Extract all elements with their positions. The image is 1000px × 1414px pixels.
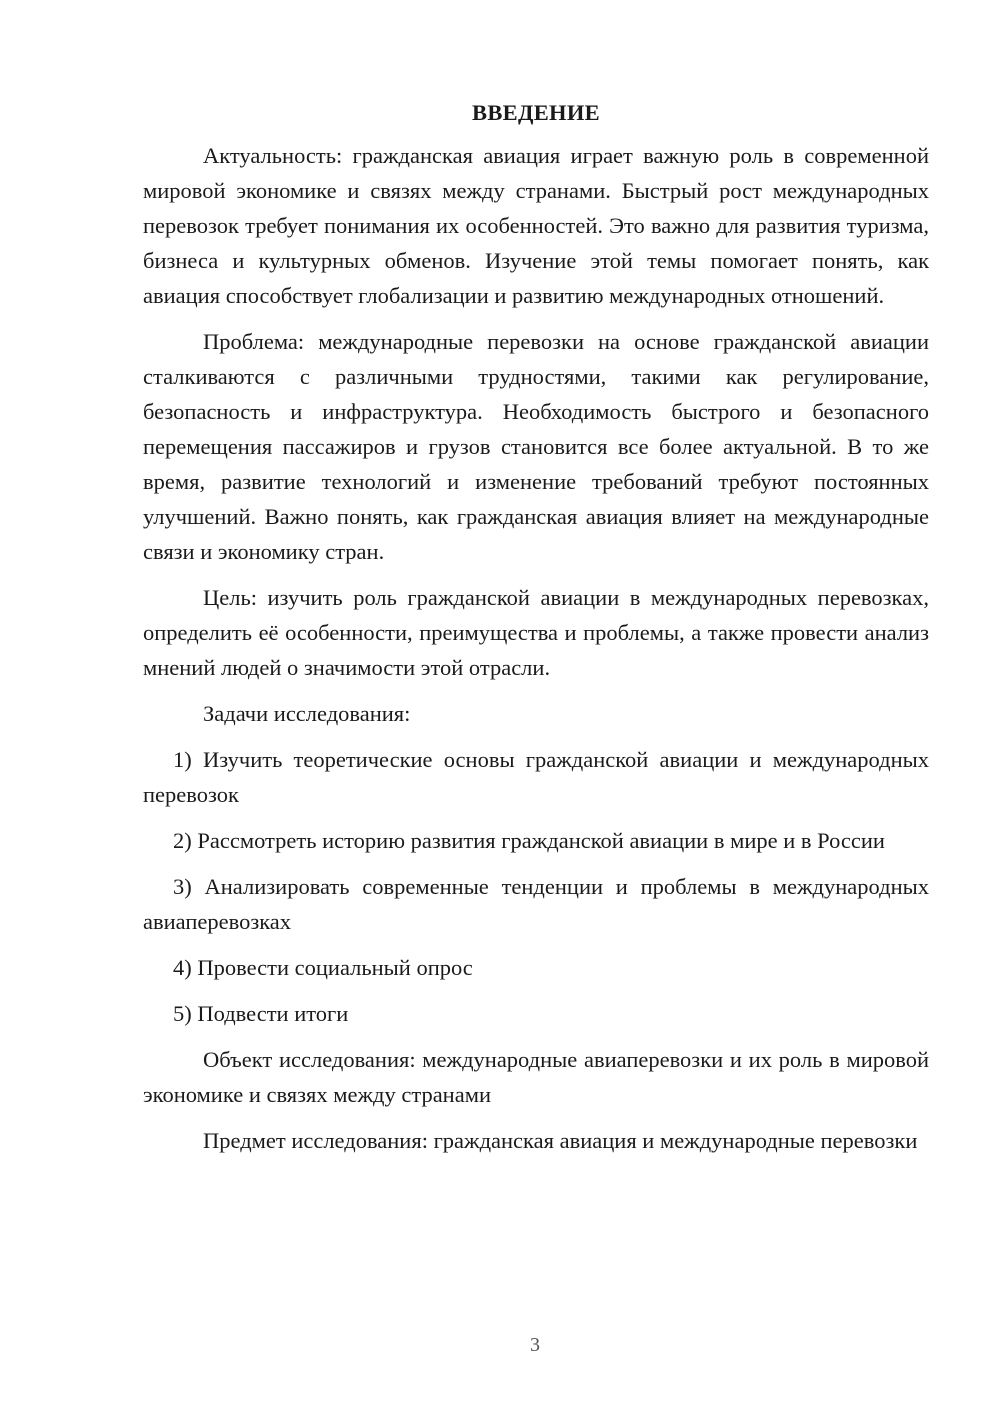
problem-paragraph: Проблема: международные перевозки на основе гражданской авиации сталкиваются с различными трудностями, такими как регулирование, безопасность и инфраструктура. Необходимость быстрого и безопасного перемещения пассажиров и грузов становится все более актуальной. В то же время, развитие технологий и изменение требований требуют постоянных улучшений. Важно понять, как гражданская авиация влияет на международные связи и экономику стран. xyxy=(143,329,929,564)
document-page xyxy=(143,95,929,1169)
relevance-paragraph: Актуальность: гражданская авиация играет важную роль в современной мировой экономике и связях между странами. Быстрый рост международных перевозок требует понимания их особенностей. Это важно для развития туризма, бизнеса и культурных обменов. Изучение этой темы помогает понять, как авиация способствует глобализации и развитию международных отношений. xyxy=(143,143,929,308)
task-item: 3) Анализировать современные тенденции и проблемы в международных авиаперевозках xyxy=(143,874,929,934)
subject-paragraph: Предмет исследования: гражданская авиация и международные перевозки xyxy=(203,1128,918,1153)
goal-paragraph: Цель: изучить роль гражданской авиации в международных перевозках, определить её особенности, преимущества и проблемы, а также провести анализ мнений людей о значимости этой отрасли. xyxy=(143,585,929,680)
tasks-heading: Задачи исследования: xyxy=(203,701,411,726)
task-item: 2) Рассмотреть историю развития гражданской авиации в мире и в России xyxy=(173,828,885,853)
object-paragraph: Объект исследования: международные авиаперевозки и их роль в мировой экономике и связях между странами xyxy=(143,1047,929,1107)
task-item: 1) Изучить теоретические основы гражданской авиации и международных перевозок xyxy=(143,747,929,807)
section-heading: ВВЕДЕНИЕ xyxy=(472,100,600,125)
task-item: 4) Провести социальный опрос xyxy=(173,955,473,980)
page-number: 3 xyxy=(530,1334,540,1356)
task-item: 5) Подвести итоги xyxy=(173,1001,349,1026)
